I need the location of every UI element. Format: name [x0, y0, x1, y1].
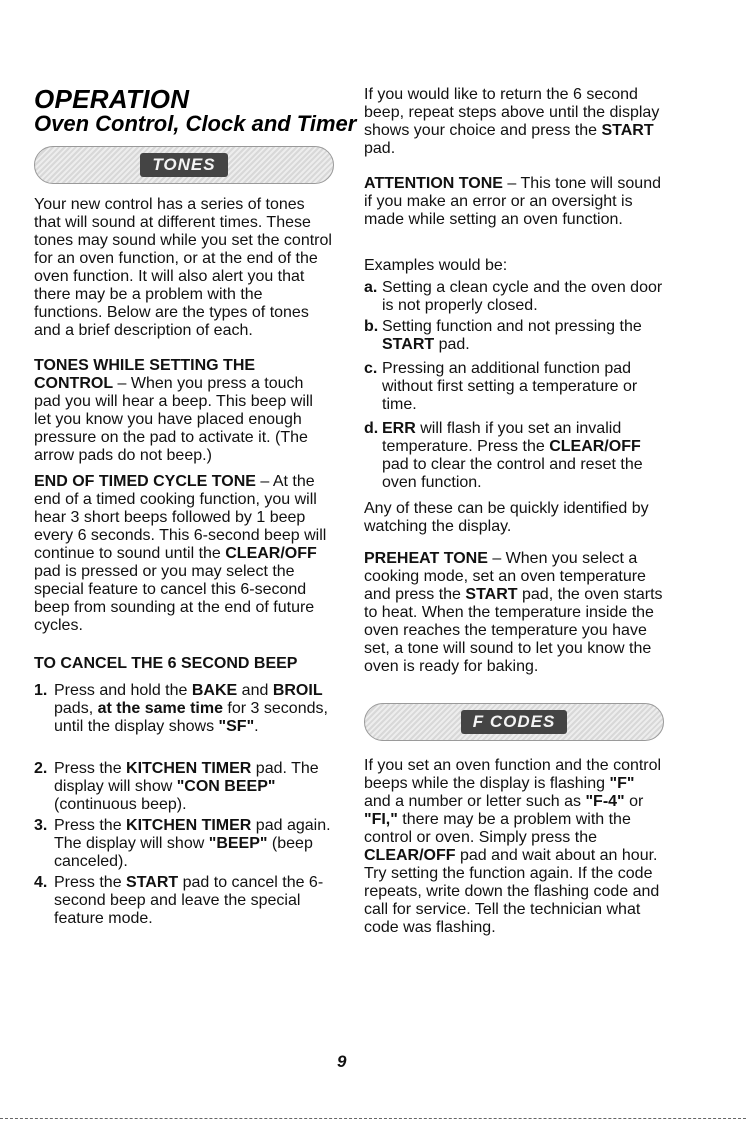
text-run: and	[237, 682, 273, 699]
text-run: pad again. The display will show	[54, 817, 331, 852]
example-text	[382, 420, 664, 492]
end-tone-paragraph	[34, 473, 334, 635]
setting-tone-text: – When you press a touch pad you will hear a beep. This beep will let you know you have placed enough pressure on the pad to activate it. (The arrow pads do not beep.)	[34, 375, 313, 464]
attention-tone-label: ATTENTION TONE	[364, 175, 503, 192]
text-run: or	[624, 793, 644, 810]
bold-text: "CON BEEP"	[176, 778, 276, 795]
tones-banner-label: TONES	[140, 153, 227, 177]
text-run: Setting function and not pressing the	[382, 318, 642, 335]
text-run: Press and hold the	[54, 682, 192, 699]
cancel-step	[34, 874, 334, 928]
example-text	[382, 279, 664, 315]
preheat-tone-label: PREHEAT TONE	[364, 550, 488, 567]
step-text	[54, 874, 334, 928]
example-letter: b.	[364, 318, 379, 335]
text-run: Press the	[54, 760, 127, 777]
text-run: Pressing an additional function pad without first setting a temperature or time.	[382, 360, 638, 413]
step-number: 3.	[34, 817, 48, 834]
end-tone-text-1: – At the end of a timed cooking function, you will hear 3 short beeps followed by 1 beep every 6 seconds. This 6-second beep will continue to sound until the	[34, 473, 327, 562]
bold-text: "F-4"	[585, 793, 625, 810]
bold-text: CLEAR/OFF	[364, 847, 456, 864]
page-number: 9	[337, 1052, 347, 1071]
page-subtitle: Oven Control, Clock and Timer	[34, 111, 357, 136]
example-item	[364, 420, 664, 492]
example-letter: a.	[364, 279, 378, 296]
cancel-step	[34, 817, 334, 871]
fcodes-banner-label: F CODES	[461, 710, 568, 734]
fcodes-paragraph	[364, 757, 664, 937]
end-tone-label: END OF TIMED CYCLE TONE	[34, 473, 256, 490]
text-run: .	[254, 718, 259, 735]
cancel-step	[34, 760, 334, 814]
text-run: pad and wait about an hour. Try setting the function again. If the code repeats, write down the flashing code and call for service. Tell the technician what code was flashing.	[364, 847, 660, 936]
bold-text: "FI,"	[364, 811, 398, 828]
example-item	[364, 360, 664, 414]
section-heading: OPERATION	[34, 84, 190, 114]
text-run: Press the	[54, 874, 127, 891]
text-run: there may be a problem with the control or oven. Simply press the	[364, 811, 631, 846]
bold-text: "BEEP"	[208, 835, 268, 852]
return-key: START	[601, 122, 654, 139]
text-run: pad to clear the control and reset the oven function.	[382, 456, 643, 491]
end-tone-text-2: pad is pressed or you may select the special feature to cancel this 6-second beep from sounding at the end of future cycles.	[34, 563, 315, 634]
text-run: and a number or letter such as	[364, 793, 586, 810]
page-bottom-rule	[0, 1118, 746, 1119]
step-number: 4.	[34, 874, 48, 891]
bold-text: "SF"	[218, 718, 255, 735]
text-run: pad. The display will show	[54, 760, 319, 795]
attention-tone-text: – This tone will sound if you make an error or an oversight is made while setting an oven function.	[364, 175, 661, 228]
bold-text: KITCHEN TIMER	[126, 817, 252, 834]
bold-text: BROIL	[272, 682, 323, 699]
preheat-tone-paragraph	[364, 550, 664, 676]
example-letter: d.	[364, 420, 379, 437]
return-text-2: pad.	[364, 140, 396, 157]
setting-tone-label: TONES WHILE SETTING THE CONTROL	[34, 357, 256, 392]
step-text	[54, 682, 334, 736]
preheat-tone-text-1: – When you select a cooking mode, set an oven temperature and press the	[364, 550, 646, 603]
bold-text: BAKE	[191, 682, 238, 699]
example-text	[382, 318, 664, 354]
bold-text: at the same time	[97, 700, 223, 717]
return-text-1: If you would like to return the 6 second beep, repeat steps above until the display shows your choice and press the	[364, 86, 660, 139]
end-tone-key: CLEAR/OFF	[225, 545, 317, 562]
example-text	[382, 360, 664, 414]
fcodes-banner	[364, 703, 664, 741]
step-number: 1.	[34, 682, 48, 699]
bold-text: KITCHEN TIMER	[126, 760, 252, 777]
bold-text: START	[126, 874, 179, 891]
text-run: Press the	[54, 817, 127, 834]
text-run: (beep canceled).	[54, 835, 313, 870]
any-identified-text: Any of these can be quickly identified by watching the display.	[364, 500, 649, 535]
step-number: 2.	[34, 760, 48, 777]
tones-banner	[34, 146, 334, 184]
setting-tone-paragraph	[34, 357, 334, 465]
tones-intro: Your new control has a series of tones that will sound at different times. These tones may sound while you set the control for an oven function, or at the end of the oven function. It will also alert you that there may be a problem with the functions. Below are the types of tones and a brief description of each.	[34, 196, 332, 339]
bold-text: CLEAR/OFF	[549, 438, 641, 455]
example-letter: c.	[364, 360, 378, 377]
step-text	[54, 817, 334, 871]
text-run: Setting a clean cycle and the oven door is not properly closed.	[382, 279, 663, 314]
example-item	[364, 279, 664, 315]
text-run: If you set an oven function and the control beeps while the display is flashing	[364, 757, 662, 792]
attention-tone-paragraph	[364, 175, 664, 229]
text-run: pad.	[434, 336, 470, 353]
return-beep-paragraph	[364, 86, 664, 158]
bold-text: START	[382, 336, 435, 353]
examples-intro: Examples would be:	[364, 257, 508, 274]
cancel-beep-heading: TO CANCEL THE 6 SECOND BEEP	[34, 655, 298, 672]
example-item	[364, 318, 664, 354]
cancel-step	[34, 682, 334, 736]
text-run: pads,	[54, 700, 98, 717]
step-text	[54, 760, 334, 814]
bold-text: ERR	[382, 420, 416, 437]
preheat-tone-text-2: pad, the oven starts to heat. When the temperature inside the oven reaches the temperature you have set, a tone will sound to let you know the oven is ready for baking.	[364, 586, 663, 675]
bold-text: "F"	[609, 775, 635, 792]
preheat-key: START	[465, 586, 518, 603]
text-run: for 3 seconds, until the display shows	[54, 700, 328, 735]
text-run: will flash if you set an invalid temperature. Press the	[382, 420, 622, 455]
text-run: pad to cancel the 6-second beep and leave the special feature mode.	[54, 874, 324, 927]
text-run: (continuous beep).	[54, 796, 187, 813]
